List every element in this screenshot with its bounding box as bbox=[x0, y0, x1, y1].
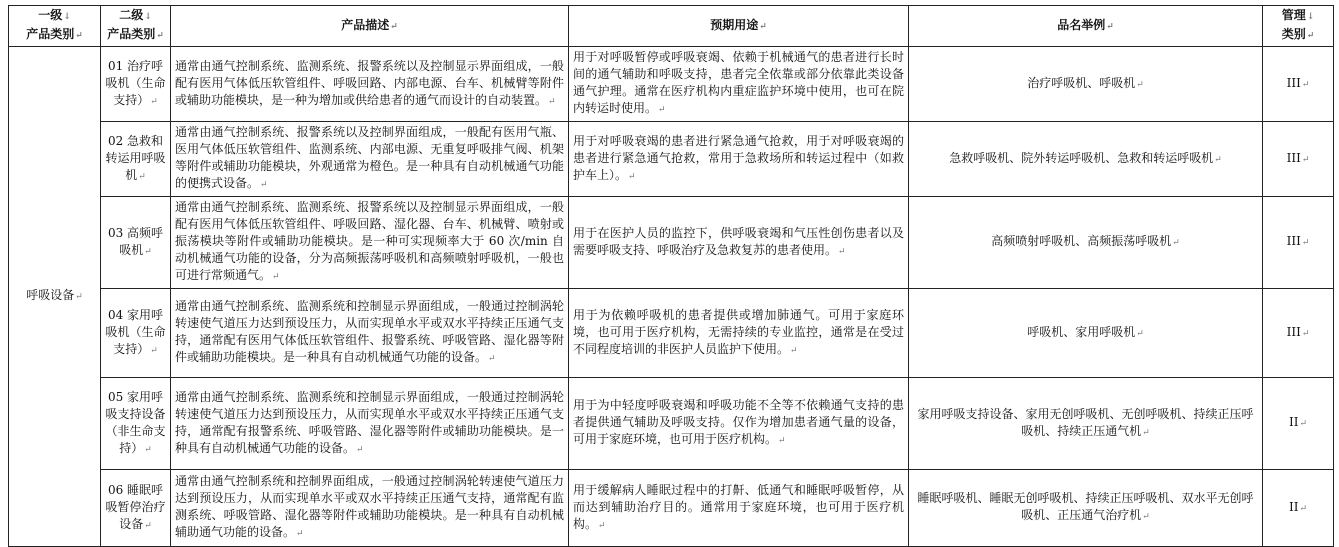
table-row bbox=[9, 289, 1334, 378]
examples-cell: 睡眠呼吸机、睡眠无创呼吸机、持续正压呼吸机、双水平无创呼吸机、正压通气治疗机↵ bbox=[909, 470, 1263, 547]
header-mgmt: 管理↓ 类别↵ bbox=[1263, 6, 1334, 47]
mgmt-cell: III↵ bbox=[1263, 289, 1334, 378]
description-cell: 通常由通气控制系统、监测系统和控制显示界面组成，一般通过控制涡轮转速使气道压力达到预设压力，从而实现单水平或双水平持续正压通气支持，通常配有医用气体低压软管组件、报警系统、呼吸管路、湿化器等附件或辅助功能模块。是一种具有自动机械通气功能的设备。↵ bbox=[171, 289, 569, 378]
table-row bbox=[9, 47, 1334, 122]
description-cell: 通常由通气控制系统、监测系统和控制显示界面组成，一般通过控制涡轮转速使气道压力达到预设压力，从而实现单水平或双水平持续正压通气支持，通常配有报警系统、呼吸管路、湿化器等附件或辅助功能模块。是一种具有自动机械通气功能的设备。↵ bbox=[171, 378, 569, 470]
header-cat2: 二级↓ 产品类别↵ bbox=[101, 6, 171, 47]
examples-cell: 高频喷射呼吸机、高频振荡呼吸机↵ bbox=[909, 197, 1263, 289]
header-cat1: 一级↓ 产品类别↵ bbox=[9, 6, 101, 47]
intended-use-cell: 用于对呼吸衰竭的患者进行紧急通气抢救，用于对呼吸衰竭的患者进行紧急通气抢救，常用于急救场所和转运过程中（如救护车上）。↵ bbox=[569, 122, 909, 197]
header-row bbox=[9, 6, 1334, 47]
mgmt-cell: III↵ bbox=[1263, 197, 1334, 289]
examples-cell: 呼吸机、家用呼吸机↵ bbox=[909, 289, 1263, 378]
cat2-cell: 05 家用呼吸支持设备（非生命支持）↵ bbox=[101, 378, 171, 470]
header-examples: 品名举例↵ bbox=[909, 6, 1263, 47]
description-cell: 通常由通气控制系统和控制界面组成，一般通过控制涡轮转速使气道压力达到预设压力，从而实现单水平或双水平持续正压通气支持，通常配有监测系统、呼吸管路、湿化器等附件或辅助功能模块。是一种具有自动机械辅助通气功能的设备。↵ bbox=[171, 470, 569, 547]
product-classification-table bbox=[8, 5, 1334, 547]
mgmt-cell: II↵ bbox=[1263, 378, 1334, 470]
examples-cell: 家用呼吸支持设备、家用无创呼吸机、无创呼吸机、持续正压呼吸机、持续正压通气机↵ bbox=[909, 378, 1263, 470]
intended-use-cell: 用于为中轻度呼吸衰竭和呼吸功能不全等不依赖通气支持的患者提供通气辅助及呼吸支持。仅作为增加患者通气量的设备，可用于家庭环境，也可用于医疗机构。↵ bbox=[569, 378, 909, 470]
description-cell: 通常由通气控制系统、监测系统、报警系统以及控制显示界面组成，一般配有医用气体低压软管组件、呼吸回路、内部电源、台车、机械臂等附件或辅助功能模块，是一种为增加或供给患者的通气而设计的自动装置。↵ bbox=[171, 47, 569, 122]
table-row bbox=[9, 470, 1334, 547]
examples-cell: 治疗呼吸机、呼吸机↵ bbox=[909, 47, 1263, 122]
header-description: 产品描述↵ bbox=[171, 6, 569, 47]
description-cell: 通常由通气控制系统、监测系统、报警系统以及控制显示界面组成，一般配有医用气体低压软管组件、呼吸回路、湿化器、台车、机械臂、喷射或振荡模块等附件或辅助功能模块。是一种可实现频率大于 60 次/min 自动机械通气功能的设备，分为高频振荡呼吸机和高频喷射呼吸机，一般也可进行常频通气。↵ bbox=[171, 197, 569, 289]
cat2-cell: 01 治疗呼吸机（生命支持）↵ bbox=[101, 47, 171, 122]
mgmt-cell: III↵ bbox=[1263, 47, 1334, 122]
table-row bbox=[9, 197, 1334, 289]
description-cell: 通常由通气控制系统、报警系统以及控制界面组成，一般配有医用气瓶、医用气体低压软管组件、监测系统、内部电源、无重复呼吸排气阀、机架等附件或辅助功能模块，外观通常为橙色。是一种具有自动机械通气功能的便携式设备。↵ bbox=[171, 122, 569, 197]
cat2-cell: 06 睡眠呼吸暂停治疗设备↵ bbox=[101, 470, 171, 547]
mgmt-cell: II↵ bbox=[1263, 470, 1334, 547]
header-intended-use: 预期用途↵ bbox=[569, 6, 909, 47]
intended-use-cell: 用于对呼吸暂停或呼吸衰竭、依赖于机械通气的患者进行长时间的通气辅助和呼吸支持，患者完全依靠或部分依靠此类设备通气护理。通常在医疗机构内重症监护环境中使用，也可在院内转运时使用。↵ bbox=[569, 47, 909, 122]
examples-cell: 急救呼吸机、院外转运呼吸机、急救和转运呼吸机↵ bbox=[909, 122, 1263, 197]
cat2-cell: 04 家用呼吸机（生命支持）↵ bbox=[101, 289, 171, 378]
mgmt-cell: III↵ bbox=[1263, 122, 1334, 197]
cat2-cell: 02 急救和转运用呼吸机↵ bbox=[101, 122, 171, 197]
intended-use-cell: 用于为依赖呼吸机的患者提供或增加肺通气。可用于家庭环境，也可用于医疗机构，无需持续的专业监控，通常是在受过不同程度培训的非医护人员监护下使用。↵ bbox=[569, 289, 909, 378]
intended-use-cell: 用于在医护人员的监控下，供呼吸衰竭和气压性创伤患者以及需要呼吸支持、呼吸治疗及急救复苏的患者使用。↵ bbox=[569, 197, 909, 289]
intended-use-cell: 用于缓解病人睡眠过程中的打鼾、低通气和睡眠呼吸暂停，从而达到辅助治疗目的。通常用于家庭环境，也可用于医疗机构。↵ bbox=[569, 470, 909, 547]
cat2-cell: 03 高频呼吸机↵ bbox=[101, 197, 171, 289]
cat1-cell: 呼吸设备↵ bbox=[9, 47, 101, 547]
table-row bbox=[9, 122, 1334, 197]
table-row bbox=[9, 378, 1334, 470]
